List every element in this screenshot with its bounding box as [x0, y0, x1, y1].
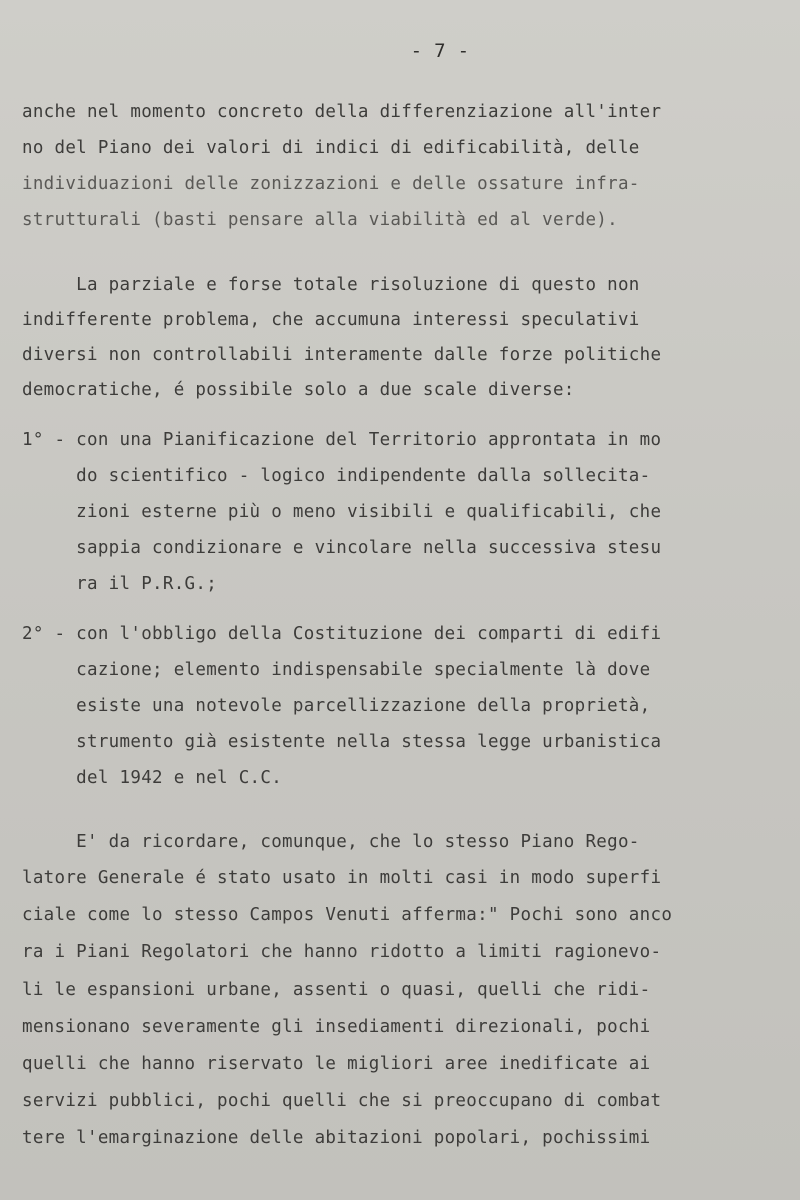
text-line: li le espansioni urbane, assenti o quasi, quelli che ridi- — [22, 980, 651, 1000]
page-number: - 7 - — [410, 40, 470, 62]
list-item-line: esiste una notevole parcellizzazione della proprietà, — [22, 696, 651, 716]
text-line: diversi non controllabili interamente dalle forze politiche — [22, 345, 662, 365]
list-item-line: cazione; elemento indispensabile specialmente là dove — [22, 660, 651, 680]
text-line: La parziale e forse totale risoluzione di questo non — [22, 275, 640, 295]
list-item-line: 2° - con l'obbligo della Costituzione dei comparti di edifi — [22, 624, 662, 644]
list-item-line: strumento già esistente nella stessa legge urbanistica — [22, 732, 662, 752]
text-line: servizi pubblici, pochi quelli che si preoccupano di combat — [22, 1091, 662, 1111]
text-line: indifferente problema, che accumuna interessi speculativi — [22, 310, 640, 330]
text-line: anche nel momento concreto della differenziazione all'inter — [22, 102, 662, 122]
text-line: latore Generale é stato usato in molti casi in modo superfi — [22, 868, 662, 888]
text-line: ra i Piani Regolatori che hanno ridotto a limiti ragionevo- — [22, 942, 662, 962]
text-line: strutturali (basti pensare alla viabilità ed al verde). — [22, 210, 618, 230]
list-item-line: 1° - con una Pianificazione del Territorio approntata in mo — [22, 430, 662, 450]
list-item-line: sappia condizionare e vincolare nella successiva stesu — [22, 538, 662, 558]
list-item-line: ra il P.R.G.; — [22, 574, 218, 594]
text-line: ciale come lo stesso Campos Venuti afferma:" Pochi sono anco — [22, 905, 673, 925]
list-item-line: zioni esterne più o meno visibili e qualificabili, che — [22, 502, 662, 522]
list-item-line: do scientifico - logico indipendente dalla sollecita- — [22, 466, 651, 486]
text-line: democratiche, é possibile solo a due scale diverse: — [22, 380, 575, 400]
text-line: E' da ricordare, comunque, che lo stesso Piano Rego- — [22, 832, 640, 852]
list-item-line: del 1942 e nel C.C. — [22, 768, 283, 788]
text-line: quelli che hanno riservato le migliori aree inedificate ai — [22, 1054, 651, 1074]
text-line: individuazioni delle zonizzazioni e delle ossature infra- — [22, 174, 640, 194]
text-line: tere l'emarginazione delle abitazioni popolari, pochissimi — [22, 1128, 651, 1148]
text-line: mensionano severamente gli insediamenti direzionali, pochi — [22, 1017, 651, 1037]
text-line: no del Piano dei valori di indici di edificabilità, delle — [22, 138, 640, 158]
